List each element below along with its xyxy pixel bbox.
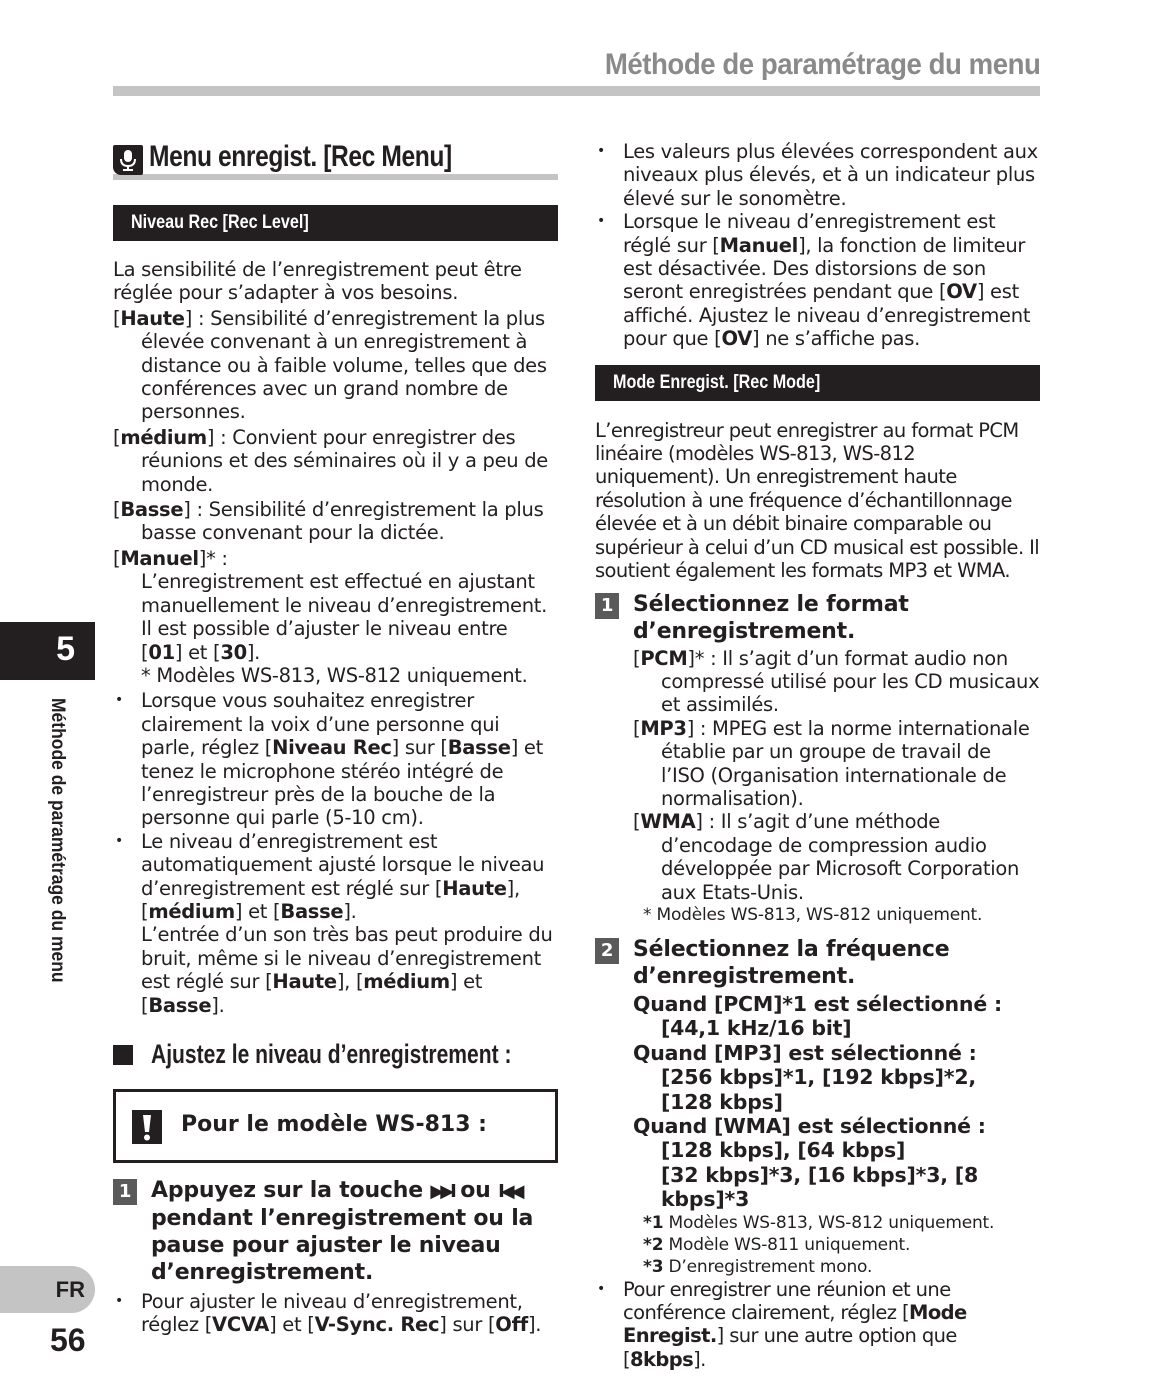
format-list [595, 647, 1040, 926]
bold-term: Haute [272, 970, 337, 994]
range-prefix: Il est possible d’ajuster le niveau entre [141, 617, 508, 641]
text: ] et [ [234, 899, 281, 923]
bold-term: VCVA [212, 1313, 270, 1337]
language-tab [0, 1266, 95, 1313]
right-column [595, 140, 1040, 1371]
step-number-badge: 2 [595, 938, 619, 964]
option-haute: [Haute] : Sensibilité d’enregistrement la plus élevée convenant à un enregistrement à distance ou à faible volume, telles que des conférences avec un grand nombre de personnes. [113, 306, 547, 424]
section-bar-label: Niveau Rec [Rec Level] [131, 212, 309, 233]
bold-term: médium [148, 899, 235, 923]
section-bar-rec-mode [595, 365, 1040, 401]
manual-range: Il est possible d’ajuster le niveau entre [01] et [30]. [141, 617, 508, 664]
square-bullet-icon [113, 1045, 133, 1065]
mp3-line [633, 1041, 1040, 1065]
step-text: Sélectionnez la fréquence d’enregistrement. [633, 936, 950, 989]
frequency-list [595, 992, 1040, 1212]
option-manuel: [Manuel]* : L’enregistrement est effectué en ajustant manuellement le niveau d’enregistrement. Il est possible d’ajuster le niveau entre [01] et [30]. * Modèles WS-813, WS-812 uniquement. [113, 547, 558, 687]
footnote [643, 1212, 1040, 1234]
text: ]. [343, 899, 357, 923]
chapter-title-vertical [46, 698, 76, 1038]
note-box-label: Pour le modèle WS-813 : [181, 1112, 487, 1137]
text: Le niveau d’enregistrement est automatiquement ajusté lorsque le niveau d’enregistrement est réglé sur [ [141, 829, 545, 900]
intro-line: La sensibilité de l’enregistrement peut être [113, 258, 522, 281]
bullet-higher-values: • Les valeurs plus élevées correspondent aux niveaux plus élevés, et à un indicateur plus élevé sur le sonomètre. [595, 140, 1040, 210]
wma-values: [128 kbps], [64 kbps] [661, 1138, 906, 1163]
text: Lorsque vous souhaitez enregistrer clairement la voix d’une personne qui parle, réglez [ [141, 689, 500, 760]
text: Quand [ [633, 1114, 724, 1138]
option-text: : Sensibilité d’enregistrement la plus élevée convenant à un enregistrement à distance ou à faible volume, telles que des conférences avec un grand nombre de personnes. [141, 306, 547, 424]
adjust-heading-label: Ajustez le niveau d’enregistrement : [151, 1039, 512, 1069]
header-rule [113, 86, 1040, 96]
bold-term: OV [946, 280, 977, 304]
format-mp3: [MP3] : MPEG est la norme internationale établie par un groupe de travail de l’ISO (Organisation internationale de normalisation). [633, 716, 1030, 810]
right-step-1 [595, 591, 1040, 645]
wma-values: [32 kbps]*3, [16 kbps]*3, [8 kbps]*3 [661, 1162, 979, 1212]
text: ] et tenez le microphone stéréo intégré de l’enregistreur près de la bouche de la personne qui parle (5-10 cm). [141, 736, 543, 830]
footnote-mark: *1 [643, 1212, 664, 1233]
format-key: MP3 [723, 1040, 773, 1065]
microphone-icon [113, 145, 143, 175]
running-header-title: Méthode de paramétrage du menu [604, 48, 1040, 81]
text: ]. [693, 1347, 706, 1371]
format-text: ] : Il s’agit d’une méthode d’encodage de compression audio développée par Microsoft Corporation aux Etats-Unis. [661, 810, 1020, 904]
text: L’entrée d’un son très bas peut produire du bruit, même si le niveau d’enregistrement est réglé sur [ [141, 923, 553, 994]
mp3-values: [256 kbps]*1, [192 kbps]*2, [661, 1065, 976, 1090]
bold-term: Basse [148, 993, 212, 1017]
step-number-badge: 1 [595, 593, 619, 619]
format-key: WMA [640, 810, 696, 834]
bold-term: Basse [280, 899, 344, 923]
intro-line: réglée pour s’adapter à vos besoins. [113, 281, 459, 305]
rewind-icon: I◀◀ [498, 1181, 521, 1202]
left-column [113, 140, 558, 1337]
text: ] est sélectionné : [781, 1114, 986, 1138]
bullet-manual-limiter [595, 210, 1040, 350]
text: Lorsque le niveau d’enregistrement est réglé sur [ [623, 210, 996, 257]
format-key: PCM [640, 646, 688, 670]
text: ], [ [336, 970, 364, 994]
bullet-meeting [595, 1278, 1040, 1372]
option-suffix: ]* : [198, 546, 228, 570]
text: ]. [527, 1313, 542, 1337]
fast-forward-icon: ▶▶I [430, 1181, 453, 1202]
text: Quand [ [633, 991, 724, 1016]
bold-term: V-Sync. Rec [314, 1313, 440, 1337]
footnote-text: D’enregistrement mono. [663, 1256, 873, 1277]
chapter-title: Méthode de paramétrage du menu [47, 698, 68, 983]
text: ] ne s’affiche pas. [751, 327, 921, 351]
chapter-number: 5 [56, 630, 75, 668]
language-label: FR [55, 1277, 85, 1302]
option-basse: [Basse] : Sensibilité d’enregistrement la plus basse convenant pour la dictée. [113, 498, 544, 545]
bullet-auto-level [113, 830, 558, 1017]
text: ] sur une autre option que [ [623, 1324, 957, 1371]
bold-term: Manuel [719, 233, 799, 257]
text: ] est sélectionné : [772, 1040, 977, 1065]
option-key: Haute [120, 306, 185, 330]
footnotes [595, 1212, 1040, 1278]
chapter-tab [0, 622, 95, 680]
text: ]. [211, 993, 225, 1017]
text: Pour enregistrer une réunion et une conférence clairement, réglez [ [623, 1277, 951, 1325]
bold-term: Off [495, 1313, 528, 1337]
bullet-voice [113, 689, 558, 829]
text: pendant l’enregistrement ou la pause pour ajuster le niveau d’enregistrement. [151, 1206, 534, 1285]
text: Quand [ [633, 1040, 724, 1065]
adjust-level-heading [113, 1039, 558, 1075]
left-step-1 [113, 1177, 558, 1286]
format-key: WMA [723, 1114, 782, 1138]
exclamation-icon [132, 1110, 162, 1144]
format-key: PCM [723, 991, 774, 1016]
footnote-text: Modèles WS-813, WS-812 uniquement. [663, 1212, 995, 1233]
formats-note: * Modèles WS-813, WS-812 uniquement. [643, 904, 983, 925]
menu-heading [113, 140, 558, 180]
bold-term: 8kbps [630, 1347, 694, 1371]
footnote-text: Modèle WS-811 uniquement. [663, 1234, 911, 1255]
text: ], la fonction de limiteur est désactivée. Des distorsions de son seront enregistrées pendant que [ [623, 233, 1026, 304]
text: ] sur [ [391, 736, 448, 760]
text: Pour ajuster le niveau d’enregistrement, réglez [ [141, 1290, 523, 1337]
bold-term: OV [721, 327, 752, 351]
bold-term: médium [363, 970, 450, 994]
text: ] et [ [269, 1313, 315, 1337]
option-text: : Convient pour enregistrer des réunions et des séminaires où il y a peu de monde. [141, 425, 548, 496]
mp3-values: [128 kbps] [661, 1089, 783, 1114]
bold-term: Haute [442, 876, 507, 900]
page-number: 56 [50, 1322, 86, 1358]
text: ou [452, 1178, 499, 1203]
wma-line [633, 1114, 1040, 1138]
manual-note: * Modèles WS-813, WS-812 uniquement. [141, 663, 528, 687]
bold-term: Niveau Rec [272, 736, 392, 760]
text: ] est affiché. Ajustez le niveau d’enregistrement pour que [ [623, 280, 1031, 351]
step-text: Sélectionnez le format d’enregistrement. [633, 591, 909, 644]
option-key: Manuel [120, 546, 199, 570]
section-bar-label: Mode Enregist. [Rec Mode] [613, 371, 821, 393]
footnote [643, 1256, 1040, 1278]
option-text: : Sensibilité d’enregistrement la plus basse convenant pour la dictée. [141, 498, 544, 545]
rec-level-intro [113, 258, 558, 305]
manual-description: L’enregistrement est effectué en ajustant manuellement le niveau d’enregistrement. [141, 570, 548, 617]
option-medium: [médium] : Convient pour enregistrer des réunions et des séminaires où il y a peu de monde. [113, 425, 548, 496]
format-wma: [WMA] : Il s’agit d’une méthode d’encodage de compression audio développée par Microsoft Corporation aux Etats-Unis. [633, 810, 1020, 904]
footnote [643, 1234, 1040, 1256]
range-and: ] et [ [174, 640, 221, 664]
model-note-box [113, 1089, 558, 1163]
text: Appuyez sur la touche [151, 1178, 431, 1203]
text: ], [ [141, 876, 520, 923]
section-bar-rec-level [113, 205, 558, 241]
menu-title: Menu enregist. [Rec Menu] [149, 140, 452, 173]
bold-term: Mode Enregist. [623, 1301, 967, 1348]
text: ] et [ [141, 970, 483, 1017]
format-text: ]* : Il s’agit d’un format audio non compressé utilisé pour les CD musicaux et assimilés. [661, 646, 1040, 717]
option-key: médium [120, 425, 207, 449]
format-text: ] : MPEG est la norme internationale établie par un groupe de travail de l’ISO (Organisation internationale de normalisation). [661, 716, 1030, 810]
pcm-values: [44,1 kHz/16 bit] [661, 1016, 852, 1041]
bullet-vcva [113, 1290, 558, 1337]
option-key: Basse [120, 498, 184, 522]
format-key: MP3 [640, 716, 687, 740]
range-max: 30 [220, 640, 247, 664]
bold-term: Basse [447, 736, 511, 760]
footnote-mark: *2 [643, 1234, 664, 1255]
rec-mode-intro: L’enregistreur peut enregistrer au format PCM linéaire (modèles WS-813, WS-812 uniquement). Un enregistrement haute résolution à une fréquence d’échantillonnage élevée et à un débit binaire comparable ou supérieur à celui d’un CD musical est possible. Il soutient également les formats MP3 et WMA. [595, 418, 1040, 583]
range-min: 01 [148, 640, 175, 664]
format-pcm: [PCM]* : Il s’agit d’un format audio non compressé utilisé pour les CD musicaux et assimilés. [633, 646, 1040, 717]
footnote-mark: *3 [643, 1256, 664, 1277]
pcm-line [633, 992, 1040, 1016]
right-step-2 [595, 936, 1040, 990]
text: ] sur [ [439, 1313, 496, 1337]
step-number-badge: 1 [113, 1179, 137, 1205]
text: ]*1 est sélectionné : [773, 991, 1002, 1016]
